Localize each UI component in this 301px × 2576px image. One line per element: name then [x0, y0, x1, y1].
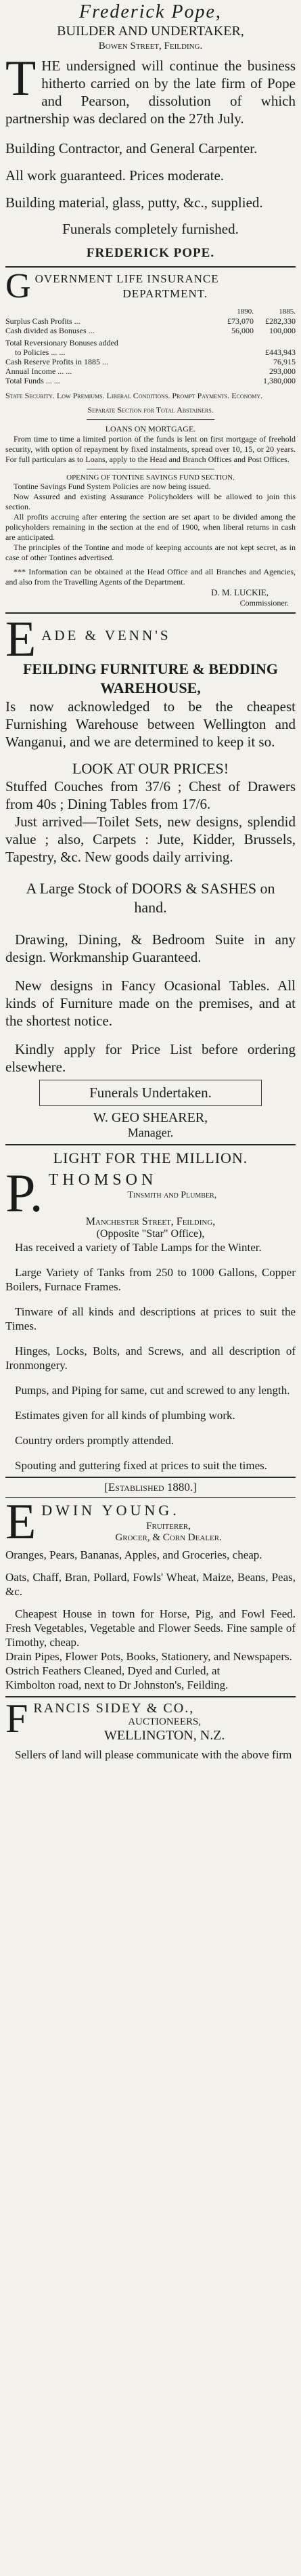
eade-firm: ADE & VENN'S: [41, 627, 171, 643]
table-row: Annual Income ... ... 293,000: [5, 366, 296, 376]
eade-designs: New designs in Fancy Ocasional Tables. All kinds of Furniture made on the premises, and at the shortest notice.: [5, 977, 296, 1029]
thomson-address: Manchester Street, Feilding,: [85, 1216, 216, 1227]
eade-funerals-box: [39, 1080, 262, 1106]
sidey-dropcap: F: [5, 1700, 28, 1741]
sidey-place: WELLINGTON, N.Z.: [103, 1728, 225, 1743]
thomson-received: Has received a variety of Table Lamps for the Winter.: [15, 1241, 262, 1254]
thomson-name: THOMSON: [48, 1171, 158, 1189]
pope-address: Bowen Street, Feilding.: [98, 41, 203, 51]
thomson-country: Country orders promptly attended.: [15, 1434, 175, 1447]
divider: [5, 1497, 296, 1498]
govt-tontine-text: Now Assured and existing Assurance Policyholders will be allowed to join this section.: [5, 492, 296, 511]
thomson-estimates: Estimates given for all kinds of plumbing work.: [15, 1409, 235, 1422]
eade-funerals: Funerals Undertaken.: [89, 1084, 212, 1101]
thomson-tinware: Tinware of all kinds and descriptions at prices to suit the Times.: [5, 1305, 296, 1332]
pope-title: BUILDER AND UNDERTAKER,: [57, 24, 244, 39]
thomson-note: (Opposite "Star" Office),: [96, 1228, 205, 1240]
thomson-dropcap: P.: [5, 1170, 43, 1216]
pope-line2: All work guaranteed. Prices moderate.: [5, 167, 225, 184]
francis-sidey-ad: [5, 1697, 296, 1762]
table-row: Total Reversionary Bonuses added: [5, 338, 118, 347]
govt-security-line: State Security. Low Premiums. Liberal Conditions. Prompt Payments. Economy.: [5, 391, 263, 400]
year-1885: 1885.: [279, 308, 296, 316]
govt-heading: OVERNMENT LIFE INSURANCE: [34, 272, 219, 285]
pope-line1: Building Contractor, and General Carpenter.: [5, 140, 258, 156]
eade-intro: Is now acknowledged to be the cheapest Furnishing Warehouse between Wellington and Wanganui, and we are determined to keep it so.: [5, 698, 296, 750]
govt-tontine-text: All profits accruing after entering the section are set apart to be divided among the policyholders remaining in the section at the end of 1900, when liberal returns in cash are anticipated.: [5, 512, 296, 542]
table-row: Cash Reserve Profits in 1885 ... 76,915: [5, 357, 296, 366]
young-trade2: Grocer, & Corn Dealer.: [115, 1532, 222, 1543]
young-established: [Established 1880.]: [104, 1481, 197, 1494]
eade-arrived: Just arrived—Toilet Sets, new designs, splendid value ; also, Carpets : Jute, Kidder, Brussels, Tapestry, &c. New goods daily arriving.: [5, 814, 296, 865]
eade-heading: FEILDING FURNITURE & BEDDING WAREHOUSE,: [22, 660, 279, 696]
eade-look: LOOK AT OUR PRICES!: [72, 760, 229, 777]
govt-info: *** Information can be obtained at the Head Office and all Branches and Agencies, and also from the Travelling Agents of the Department.: [5, 567, 296, 587]
pope-line3: Building material, glass, putty, &c., supplied.: [5, 194, 263, 211]
edwin-young-ad: [5, 1478, 296, 1696]
eade-manager-title: Manager.: [127, 1126, 174, 1139]
thomson-pumps: Pumps, and Piping for same, cut and screwed to any length.: [15, 1384, 290, 1397]
sidey-title: AUCTIONEERS,: [128, 1716, 202, 1727]
eade-drawing: Drawing, Dining, & Bedroom Suite in any design. Workmanship Guaranteed.: [5, 931, 296, 965]
young-ostrich: Ostrich Feathers Cleaned, Dyed and Curled, at: [5, 1664, 221, 1677]
eade-manager: W. GEO SHEARER,: [93, 1110, 208, 1125]
pope-funerals: Funerals completely furnished.: [62, 221, 239, 237]
pope-dropcap: T: [5, 51, 37, 106]
young-cheapest: Cheapest House in town for Horse, Pig, and Fowl Feed. Fresh Vegetables, Vegetable and Flower Seeds. Fine sample of Timothy, cheap.: [5, 1607, 296, 1649]
govt-figures-table: [5, 307, 296, 385]
govt-heading2: DEPARTMENT.: [122, 287, 208, 300]
thomson-tanks: Large Variety of Tanks from 250 to 1000 Gallons, Copper Boilers, Furnace Frames.: [5, 1266, 296, 1293]
govt-loans-heading: LOANS ON MORTGAGE.: [105, 424, 196, 434]
sidey-name: RANCIS SIDEY & CO.,: [33, 1701, 195, 1716]
govt-loans-text: From time to time a limited portion of the funds is lent on first mortgage of freehold security, with option of repayment by fixed instalments, spread over 10, 15, or 20 years. For full particulars as to Loans, apply to the Head and Branch Offices and Post Offices.: [5, 434, 296, 464]
govt-signature: D. M. LUCKIE,: [211, 587, 269, 597]
young-kimbolton: Kimbolton road, next to Dr Johnston's, Feilding.: [5, 1678, 229, 1691]
thomson-ad: [5, 1145, 296, 1477]
pope-notice: THE undersigned will continue the business hitherto carried on by the late firm of Pope and Pearson, dissolution of which partnership was declared on the 27th July.: [5, 51, 296, 127]
govt-tontine-text: Tontine Savings Fund System Policies are now being issued.: [14, 482, 211, 491]
eade-dropcap: E: [5, 618, 37, 660]
govt-insurance-ad: [5, 268, 296, 612]
thomson-trade: Tinsmith and Plumber,: [127, 1190, 217, 1200]
eade-apply: Kindly apply for Price List before ordering elsewhere.: [5, 1041, 296, 1075]
young-fruits: Oranges, Pears, Bananas, Apples, and Groceries, cheap.: [5, 1548, 262, 1561]
pope-name: Frederick Pope,: [79, 1, 222, 22]
govt-dropcap: G: [5, 272, 31, 301]
table-row: Cash divided as Bonuses ... 56,000 100,000: [5, 326, 296, 335]
year-1890: 1890.: [237, 308, 254, 316]
thomson-spouting: Spouting and guttering fixed at prices to suit the times.: [15, 1459, 267, 1472]
eade-doors: A Large Stock of DOORS & SASHES on hand.: [26, 880, 275, 916]
govt-tontine-text: The principles of the Tontine and mode of keeping accounts are not kept secret, as in case of other Tontines advertised.: [5, 543, 296, 562]
govt-abstainers: Separate Section for Total Abstainers.: [87, 405, 214, 415]
govt-tontine-heading: OPENING OF TONTINE SAVINGS FUND SECTION.: [66, 473, 235, 482]
eade-prices: Stuffed Couches from 37/6 ; Chest of Drawers from 40s ; Dining Tables from 17/6.: [5, 778, 296, 812]
young-dropcap: E: [5, 1500, 37, 1544]
divider: [87, 419, 214, 420]
young-oats: Oats, Chaff, Bran, Pollard, Fowls' Wheat, Maize, Beans, Peas, &c.: [5, 1571, 296, 1598]
thomson-hinges: Hinges, Locks, Bolts, and Screws, and all description of Ironmongery.: [5, 1345, 296, 1372]
pope-ad: [5, 0, 296, 266]
govt-sig-title: Commissioner.: [239, 598, 289, 608]
pope-signature: FREDERICK POPE.: [86, 246, 215, 260]
young-trade: Fruiterer,: [146, 1521, 191, 1532]
sidey-sellers: Sellers of land will please communicate with the above firm: [15, 1748, 292, 1761]
table-row: Total Funds ... ... 1,380,000: [5, 376, 296, 385]
thomson-banner: LIGHT FOR THE MILLION.: [53, 1149, 248, 1166]
young-name: DWIN YOUNG.: [41, 1502, 180, 1519]
table-row: Surplus Cash Profits ... £73,070 £282,330: [5, 316, 296, 326]
eade-venn-ad: [5, 614, 296, 1144]
young-drain: Drain Pipes, Flower Pots, Books, Stationery, and Newspapers.: [5, 1650, 292, 1663]
table-row: to Policies ... ... £443,943: [15, 347, 296, 357]
